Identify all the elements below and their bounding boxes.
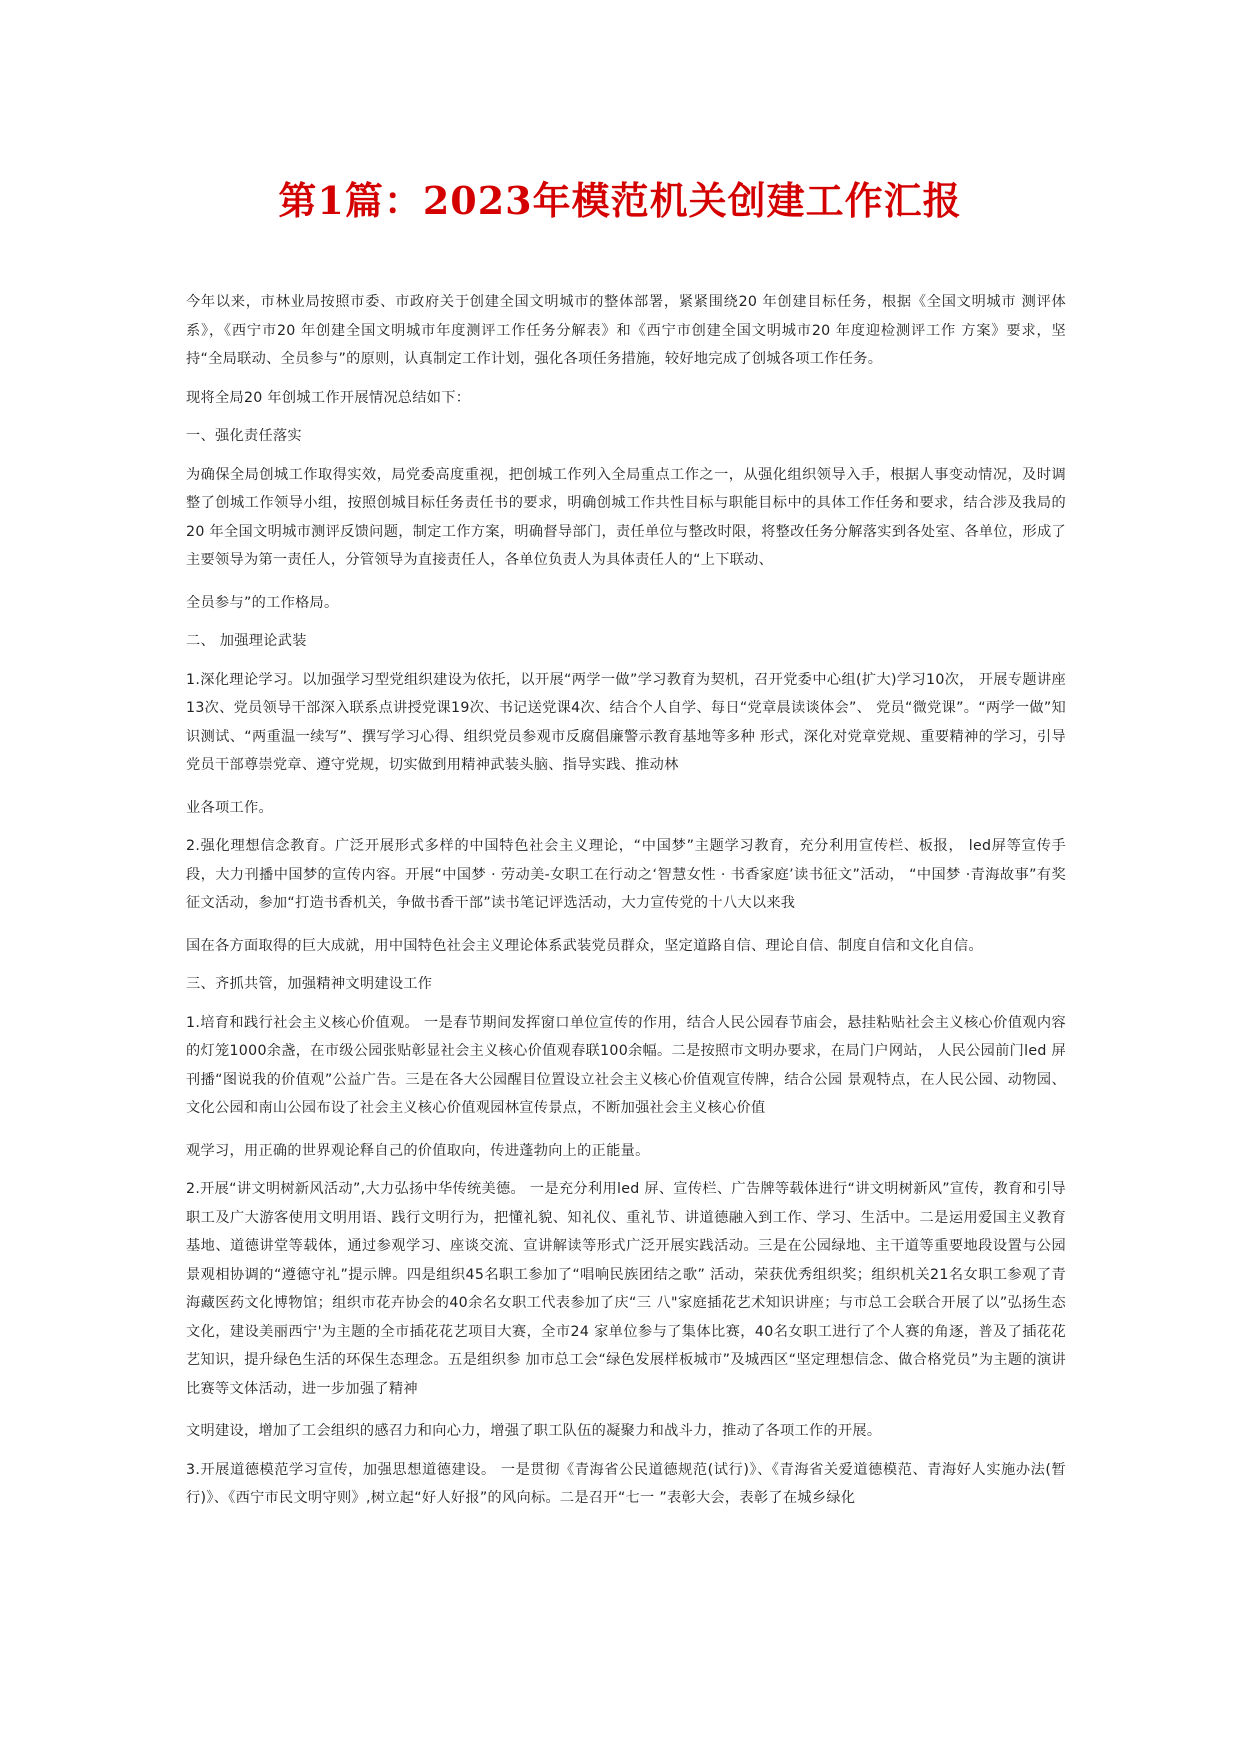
section-3-item-1: 1.培育和践行社会主义核心价值观。 一是春节期间发挥窗口单位宣传的作用，结合人民公园春节庙会，悬挂粘贴社会主义核心价值观内容的灯笼1000余盏，在市级公园张贴彰显社会主义核心价值观春联100余幅。二是按照市文明办要求，在局门户网站， 人民公园前门led 屏刊播“图说我的价值观”公益广告。三是在各大公园醒目位置设立社会主义核心价值观宣传牌，结合公园 景观特点，在人民公园、动物园、文化公园和南山公园布设了社会主义核心价值观园林宣传景点，不断加强社会主义核心价值: [186, 1014, 1066, 1116]
section-heading-2: 二、 加强理论武装: [186, 633, 307, 649]
document-title: 第1篇：2023年模范机关创建工作汇报: [278, 178, 962, 223]
summary-intro: 现将全局20 年创城工作开展情况总结如下：: [186, 389, 471, 406]
section-2-item-1: 1.深化理论学习。以加强学习型党组织建设为依托，以开展“两学一做”学习教育为契机，召开党委中心组(扩大)学习10次， 开展专题讲座13次、党员领导干部深入联系点讲授党课19次、书记送党课4次、结合个人自学、每日“党章晨读谈体会”、 党员“微党课”。“两学一做”知识测试、“两重温一续写”、撰写学习心得、组织党员参观市反腐倡廉警示教育基地等多种 形式，深化对党章党规、重要精神的学习，引导党员干部尊崇党章、遵守党规，切实做到用精神武装头脑、指导实践、推动林: [186, 671, 1066, 773]
section-2-item-1-continuation: 业各项工作。: [186, 799, 273, 816]
section-1-continuation: 全员参与”的工作格局。: [186, 594, 339, 611]
document-body: [186, 288, 1066, 1523]
section-3-item-2: 2.开展“讲文明树新风活动”,大力弘扬中华传统美德。 一是充分利用led 屏、宣传栏、广告牌等载体进行“讲文明树新风”宣传，教育和引导职工及广大游客使用文明用语、践行文明行为，把懂礼貌、知礼仪、重礼节、讲道德融入到工作、学习、生活中。二是运用爱国主义教育基地、道德讲堂等载体，通过参观学习、座谈交流、宣讲解读等形式广泛开展实践活动。三是在公园绿地、主干道等重要地段设置与公园景观相协调的“遵德守礼”提示牌。四是组织45名职工参加了“唱响民族团结之歌” 活动，荣获优秀组织奖；组织机关21名女职工参观了青海藏医药文化博物馆；组织市花卉协会的40余名女职工代表参加了庆“三 八"家庭插花艺术知识讲座；与市总工会联合开展了以”弘扬生态文化，建设美丽西宁'为主题的全市插花花艺项目大赛，全市24 家单位参与了集体比赛，40名女职工进行了个人赛的角逐，普及了插花花艺知识，提升绿色生活的环保生态理念。五是组织参 加市总工会“绿色发展样板城市”及城西区“坚定理想信念、做合格党员”为主题的演讲比赛等文体活动，进一步加强了精神: [186, 1181, 1066, 1397]
intro-paragraph: 今年以来，市林业局按照市委、市政府关于创建全国文明城市的整体部署，紧紧围绕20 年创建目标任务，根据《全国文明城市 测评体系》，《西宁市20 年创建全国文明城市年度测评工作任务分解表》和《西宁市创建全国文明城市20 年度迎检测评工作 方案》要求，坚持“全局联动、全员参与”的原则，认真制定工作计划，强化各项任务措施，较好地完成了创城各项工作任务。: [186, 294, 1066, 367]
section-2-item-2-continuation: 国在各方面取得的巨大成就，用中国特色社会主义理论体系武装党员群众，坚定道路自信、理论自信、制度自信和文化自信。: [186, 937, 983, 954]
section-3-item-3: 3.开展道德模范学习宣传，加强思想道德建设。 一是贯彻《青海省公民道德规范(试行)》、《青海省关爱道德模范、青海好人实施办法(暂行)》、《西宁市民文明守则》,树立起“好人好报”的风向标。二是召开“七一 ”表彰大会，表彰了在城乡绿化: [186, 1461, 1066, 1506]
section-heading-3: 三、齐抓共管，加强精神文明建设工作: [186, 976, 433, 992]
section-heading-1: 一、强化责任落实: [186, 428, 302, 444]
section-2-item-2: 2.强化理想信念教育。广泛开展形式多样的中国特色社会主义理论，“中国梦”主题学习教育，充分利用宣传栏、板报， led屏等宣传手段，大力刊播中国梦的宣传内容。开展“中国梦 · 劳动美-女职工在行动之‘智慧女性 · 书香家庭’读书征文”活动， “中国梦 ·青海故事”有奖征文活动，参加“打造书香机关，争做书香干部”读书笔记评选活动，大力宣传党的十八大以来我: [186, 838, 1066, 911]
section-3-item-2-continuation: 文明建设，增加了工会组织的感召力和向心力，增强了职工队伍的凝聚力和战斗力，推动了各项工作的开展。: [186, 1423, 882, 1439]
section-1-paragraph: 为确保全局创城工作取得实效，局党委高度重视，把创城工作列入全局重点工作之一，从强化组织领导入手，根据人事变动情况，及时调整了创城工作领导小组，按照创城目标任务责任书的要求，明确创城工作共性目标与职能目标中的具体工作任务和要求，结合涉及我局的20 年全国文明城市测评反馈问题，制定工作方案，明确督导部门，责任单位与整改时限，将整改任务分解落实到各处室、各单位，形成了主要领导为第一责任人，分管领导为直接责任人，各单位负责人为具体责任人的“上下联动、: [186, 466, 1066, 568]
section-3-item-1-continuation: 观学习，用正确的世界观论释自己的价值取向，传进蓬勃向上的正能量。: [186, 1142, 650, 1159]
